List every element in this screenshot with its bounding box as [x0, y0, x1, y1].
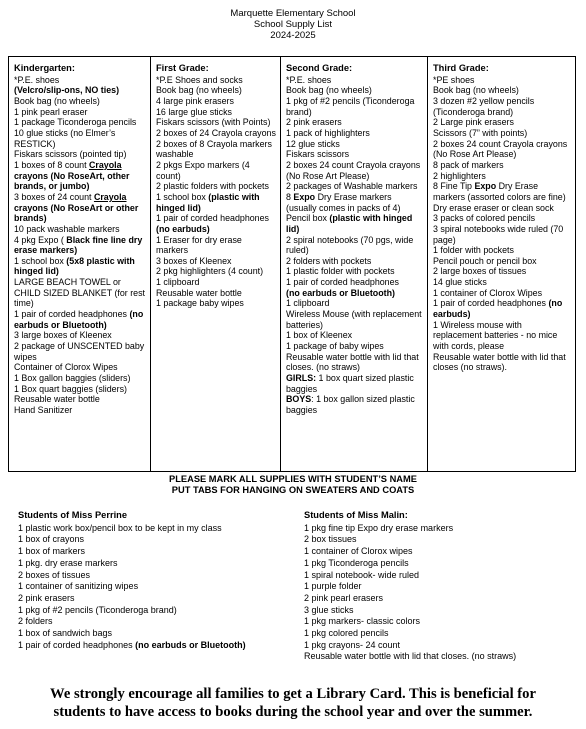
supply-item-text: Book bag (no wheels)	[14, 95, 100, 106]
supply-item	[304, 570, 584, 582]
teacher-list-malin	[304, 510, 584, 663]
supply-item-text: LARGE BEACH TOWEL or CHILD SIZED BLANKET (for rest time)	[14, 277, 146, 309]
supply-item-text: Reusable water bottle with lid that closes. (no straws)	[304, 651, 517, 662]
supply-item-text: Black fine line dry erase markers)	[14, 234, 143, 256]
supply-item-text: Container of Clorox Wipes	[14, 362, 118, 373]
supply-item	[156, 107, 276, 118]
supply-item-text: 1 Eraser for dry erase markers	[156, 234, 242, 256]
supply-list	[304, 523, 584, 663]
supply-item	[18, 523, 298, 535]
supply-item-text: 3 dozen #2 yellow pencils (Ticonderoga brand)	[433, 95, 535, 117]
supply-item-text: 1 pack of highlighters	[286, 127, 370, 138]
supply-item	[156, 160, 276, 181]
grade-title: First Grade:	[156, 63, 209, 73]
supply-item	[14, 405, 146, 416]
supply-item	[433, 117, 571, 128]
supply-item	[433, 320, 571, 352]
supply-item-text: *PE shoes	[433, 74, 475, 85]
supply-item-text: 2 plastic folders with pockets	[156, 181, 269, 192]
supply-item	[156, 139, 276, 160]
supply-item	[14, 192, 146, 224]
supply-item-text: Fiskars scissors (with Points)	[156, 117, 271, 128]
supply-item-text: *P.E. shoes	[14, 74, 60, 85]
supply-item	[286, 160, 423, 181]
supply-item	[14, 341, 146, 362]
supply-item	[304, 593, 584, 605]
supply-item	[433, 288, 571, 299]
supply-item	[18, 640, 298, 652]
supply-item	[286, 85, 423, 96]
supply-item-text: GIRLS:	[286, 373, 317, 384]
supply-item-text: 1 box of markers	[18, 546, 86, 557]
supply-item-text: 2 boxes 24 count Crayola crayons (No Rose Art Please)	[286, 159, 421, 181]
supply-item	[156, 256, 276, 267]
supply-item-text: (plastic with hinged lid)	[286, 213, 413, 234]
supply-item	[433, 139, 571, 160]
supply-item	[433, 203, 571, 214]
supply-item	[286, 394, 423, 415]
school-name: Marquette Elementary School	[230, 8, 356, 19]
supply-item-text: 3 glue sticks	[304, 604, 354, 615]
supply-item-text: (no earbuds)	[433, 298, 563, 320]
supply-item-text: Crayola	[89, 159, 122, 170]
supply-item-text: 1 plastic work box/pencil box to be kept in my class	[18, 522, 222, 533]
supply-item-text: Dry erase eraser or clean sock	[433, 202, 554, 213]
supply-item-text: 1 pkg. dry erase markers	[18, 557, 118, 568]
supply-item-text: 1 pair of corded headphones	[14, 309, 130, 320]
supply-item-text: Reusable water bottle	[156, 287, 242, 298]
supply-item-text: Fiskars scissors	[286, 149, 350, 160]
supply-item	[304, 605, 584, 617]
supply-item	[14, 256, 146, 277]
supply-item-text: *P.E Shoes and socks	[156, 74, 243, 85]
supply-item-text: 2 boxes 24 count Crayola crayons (No Rose Art Please)	[433, 138, 568, 160]
supply-item-text: Book bag (no wheels)	[156, 85, 242, 96]
supply-item	[304, 651, 584, 663]
supply-item-text: 1 school box	[156, 191, 209, 202]
supply-item	[286, 256, 423, 267]
supply-item	[286, 298, 423, 309]
supply-item	[14, 224, 146, 235]
supply-item-text: 3 spiral notebooks wide ruled (70 page)	[433, 223, 564, 245]
supply-item-text: 1 Wireless mouse with replacement batteries - no mice with cords, please	[433, 319, 558, 352]
supply-item-text: 8	[286, 191, 294, 202]
supply-item-text: : 1 box gallon sized plastic baggies	[286, 394, 415, 415]
supply-item-text: 1 package Ticonderoga pencils	[14, 117, 137, 128]
supply-item	[18, 628, 298, 640]
supply-item-text: 10 pack washable markers	[14, 223, 120, 234]
teacher-title: Students of Miss Perrine	[18, 510, 128, 520]
supply-item-text: *P.E. shoes	[286, 74, 332, 85]
supply-item-text: (no earbuds or Bluetooth)	[286, 287, 395, 298]
supply-item	[18, 558, 298, 570]
supply-item	[286, 373, 423, 394]
supply-item-text: 1 purple folder	[304, 581, 362, 592]
grade-title: Second Grade:	[286, 63, 353, 73]
supply-item-text: Book bag (no wheels)	[286, 85, 372, 96]
supply-item-text: 1 spiral notebook- wide ruled	[304, 569, 420, 580]
supply-item	[156, 192, 276, 213]
supply-item-text: 16 large glue sticks	[156, 106, 232, 117]
grade-column-first	[151, 57, 281, 471]
supply-item-text: 1 pkg Ticonderoga pencils	[304, 557, 409, 568]
supply-item	[286, 352, 423, 373]
supply-item	[18, 546, 298, 558]
supply-item-text: 2 pkgs Expo markers (4 count)	[156, 159, 250, 181]
supply-item-text: 4 pkg Expo (	[14, 234, 67, 245]
supply-item	[14, 75, 146, 86]
supply-item	[433, 352, 571, 373]
document-header	[0, 8, 586, 41]
supply-item	[286, 330, 423, 341]
grade-column-third	[428, 57, 575, 471]
supply-item	[286, 96, 423, 117]
supply-item-text: 1 pair of corded headphones	[156, 213, 269, 224]
document-title: School Supply List	[253, 19, 333, 30]
supply-item	[14, 394, 146, 405]
grade-title: Third Grade:	[433, 63, 489, 73]
supply-item-text: 2 pink erasers	[18, 592, 75, 603]
supply-item	[14, 96, 146, 107]
supply-item	[14, 107, 146, 118]
supply-item	[18, 570, 298, 582]
supply-item	[433, 277, 571, 288]
supply-item	[156, 235, 276, 256]
teacher-title: Students of Miss Malin:	[304, 510, 408, 520]
supply-item	[433, 181, 571, 202]
supply-item-text: 1 pink pearl eraser	[14, 106, 88, 117]
supply-item	[156, 266, 276, 277]
supply-item-text: 1 pkg crayons- 24 count	[304, 639, 401, 650]
supply-item-text: 1 box of crayons	[18, 534, 85, 545]
supply-item-text: 1 box quart sized plastic baggies	[286, 373, 414, 394]
supply-item-text: 1 pkg of #2 pencils (Ticonderoga brand)	[18, 604, 177, 615]
supply-item-text: 10 glue sticks (no Elmer’s RESTICK)	[14, 127, 116, 149]
supply-item-text: Expo	[474, 181, 497, 192]
supply-item-text: 1 plastic folder with pockets	[286, 266, 395, 277]
supply-item-text: 1 Box gallon baggies (sliders)	[14, 373, 131, 384]
supply-item-text: Reusable water bottle	[14, 394, 100, 405]
supply-item	[433, 266, 571, 277]
labeling-notice	[0, 474, 586, 496]
supply-item	[433, 85, 571, 96]
supply-item-text: 1 pair of corded headphones	[433, 298, 549, 309]
teacher-list-perrine	[18, 510, 298, 651]
supply-item	[156, 288, 276, 299]
supply-item	[18, 534, 298, 546]
supply-item	[433, 245, 571, 256]
grade-column-second	[281, 57, 428, 471]
supply-item	[286, 128, 423, 139]
supply-item	[14, 85, 146, 96]
supply-item-text: 3 large boxes of Kleenex	[14, 330, 112, 341]
supply-item	[286, 192, 423, 213]
supply-item-text: 14 glue sticks	[433, 277, 487, 288]
supply-item	[156, 181, 276, 192]
notice-line: PUT TABS FOR HANGING ON SWEATERS AND COATS	[171, 485, 415, 495]
supply-item-text: Pencil pouch or pencil box	[433, 255, 537, 266]
supply-item-text: 1 box of sandwich bags	[18, 628, 113, 639]
supply-item-text: 2 box tissues	[304, 534, 357, 545]
supply-item-text: 2 package of UNSCENTED baby wipes	[14, 341, 145, 362]
supply-item-text: 1 pkg markers- classic colors	[304, 616, 421, 627]
supply-item	[286, 235, 423, 256]
supply-item-text: Pencil box	[286, 213, 330, 224]
supply-item-text: (5x8 plastic with hinged lid)	[14, 255, 135, 277]
supply-item-text: 3 boxes of 24 count	[14, 191, 94, 202]
supply-item	[286, 117, 423, 128]
supply-item	[14, 277, 146, 309]
supply-item-text: 1 box of Kleenex	[286, 330, 353, 341]
supply-item	[156, 213, 276, 234]
supply-item	[286, 181, 423, 192]
supply-item-text: 1 pkg colored pencils	[304, 628, 389, 639]
supply-item	[18, 605, 298, 617]
supply-item-text: Dry Erase markers (usually comes in packs of 4)	[286, 191, 401, 213]
supply-item	[433, 298, 571, 319]
supply-item-text: 2 spiral notebooks (70 pgs, wide ruled)	[286, 234, 414, 256]
supply-item	[14, 373, 146, 384]
supply-item-text: 3 packs of colored pencils	[433, 213, 536, 224]
supply-item-text: Book bag (no wheels)	[433, 85, 519, 96]
footer-line: We strongly encourage all families to get a Library Card. This is beneficial for	[50, 686, 536, 702]
supply-list	[156, 75, 276, 309]
supply-item	[286, 149, 423, 160]
supply-item	[304, 534, 584, 546]
supply-item-text: (Velcro/slip-ons, NO ties)	[14, 85, 120, 96]
supply-item	[304, 581, 584, 593]
supply-item	[14, 149, 146, 160]
supply-item	[156, 96, 276, 107]
supply-item-text: 8 Fine Tip	[433, 181, 475, 192]
grade-title: Kindergarten:	[14, 63, 75, 73]
supply-item-text: 2 boxes of tissues	[18, 569, 91, 580]
supply-item-text: 1 container of Clorox Wipes	[433, 287, 543, 298]
supply-list	[18, 523, 298, 652]
notice-line: PLEASE MARK ALL SUPPLIES WITH STUDENT’S NAME	[169, 474, 417, 484]
supply-item-text: (plastic with hinged lid)	[156, 191, 260, 213]
supply-item-text: 1 pkg fine tip Expo dry erase markers	[304, 522, 454, 533]
supply-item	[156, 117, 276, 128]
supply-item-text: Hand Sanitizer	[14, 405, 73, 415]
supply-item-text: 2 large boxes of tissues	[433, 266, 527, 277]
supply-item-text: 3 boxes of Kleenex	[156, 255, 232, 266]
supply-item	[433, 171, 571, 182]
supply-item-text: Expo	[293, 191, 316, 202]
supply-item	[156, 85, 276, 96]
supply-item-text: 1 folder with pockets	[433, 245, 514, 256]
supply-item-text: 1 school box	[14, 255, 67, 266]
supply-item	[304, 546, 584, 558]
supply-list	[433, 75, 571, 373]
supply-item	[433, 75, 571, 86]
supply-item-text: 2 boxes of 24 Crayola crayons	[156, 127, 276, 138]
supply-item	[286, 266, 423, 277]
supply-item	[156, 128, 276, 139]
supply-item	[286, 309, 423, 330]
supply-item	[156, 298, 276, 309]
supply-item	[304, 628, 584, 640]
supply-item	[18, 593, 298, 605]
grade-supply-table	[8, 56, 576, 472]
supply-item	[286, 341, 423, 352]
supply-item-text: 4 large pink erasers	[156, 95, 234, 106]
supply-item-text: 1 container of Clorox wipes	[304, 546, 413, 557]
supply-item-text: Crayola	[93, 191, 127, 202]
supply-item-text: 1 Box quart baggies (sliders)	[14, 383, 127, 394]
footer-line: students to have access to books during the school year and over the summer.	[53, 704, 533, 720]
supply-item-text: 1 boxes of 8 count	[14, 159, 89, 170]
supply-item	[433, 160, 571, 171]
supply-item-text: 1 clipboard	[286, 298, 330, 309]
grade-column-kindergarten	[9, 57, 151, 471]
supply-item	[18, 616, 298, 628]
supply-item-text: 2 boxes of 8 Crayola markers washable	[156, 138, 272, 160]
supply-item-text: 1 pair of corded headphones	[18, 639, 136, 650]
supply-list	[14, 75, 146, 416]
supply-item	[433, 96, 571, 117]
supply-item-text: Dry Erase markers (assorted colors are fine)	[433, 181, 566, 202]
supply-item-text: 2 folders	[18, 616, 53, 627]
supply-item-text: Reusable water bottle with lid that closes. (no straws)	[286, 351, 419, 373]
supply-item-text: crayons (No RoseArt or other brands)	[14, 202, 139, 224]
supply-item-text: 1 pkg of #2 pencils (Ticonderoga brand)	[286, 95, 415, 117]
supply-item	[304, 640, 584, 652]
supply-item-text: 2 highlighters	[433, 170, 486, 181]
supply-item	[433, 213, 571, 224]
library-card-message	[0, 685, 586, 721]
supply-item	[18, 581, 298, 593]
supply-item-text: 2 pkg highlighters (4 count)	[156, 266, 264, 277]
supply-item-text: 8 pack of markers	[433, 159, 504, 170]
supply-item	[433, 256, 571, 267]
supply-item	[14, 309, 146, 330]
supply-item	[286, 288, 423, 299]
supply-item	[14, 362, 146, 373]
supply-item	[433, 128, 571, 139]
supply-item-text: 2 Large pink erasers	[433, 117, 514, 128]
supply-item	[304, 558, 584, 570]
supply-item	[304, 523, 584, 535]
supply-item-text: 2 pink erasers	[286, 117, 342, 128]
supply-item-text: BOYS	[286, 394, 312, 405]
supply-item	[433, 224, 571, 245]
supply-item	[156, 277, 276, 288]
supply-item-text: Fiskars scissors (pointed tip)	[14, 149, 127, 160]
school-year: 2024-2025	[270, 30, 316, 41]
supply-item-text: 2 folders with pockets	[286, 255, 372, 266]
supply-item-text: Scissors (7” with points)	[433, 127, 528, 138]
supply-item-text: 1 pair of corded headphones	[286, 277, 399, 288]
supply-item-text: 1 package baby wipes	[156, 298, 244, 309]
supply-item-text: 2 packages of Washable markers	[286, 181, 418, 192]
supply-item-text: Wireless Mouse (with replacement batteries)	[286, 309, 422, 330]
supply-item	[14, 235, 146, 256]
supply-item-text: 1 container of sanitizing wipes	[18, 581, 139, 592]
supply-item-text: (no earbuds or Bluetooth)	[14, 309, 144, 330]
supply-item	[14, 384, 146, 395]
supply-item-text: 1 package of baby wipes	[286, 341, 384, 352]
supply-item-text: crayons (No RoseArt, other brands, or jumbo)	[14, 170, 130, 192]
supply-item	[286, 139, 423, 150]
supply-item	[14, 330, 146, 341]
supply-list	[286, 75, 423, 416]
supply-item-text: (no earbuds or Bluetooth)	[135, 639, 246, 650]
supply-item	[156, 75, 276, 86]
supply-item	[286, 75, 423, 86]
supply-item	[286, 213, 423, 234]
supply-item	[286, 277, 423, 288]
supply-item-text: Reusable water bottle with lid that closes (no straws).	[433, 351, 566, 373]
supply-item-text: 1 clipboard	[156, 277, 200, 288]
supply-item-text: 12 glue sticks	[286, 138, 340, 149]
supply-item-text: 2 pink pearl erasers	[304, 592, 384, 603]
supply-item	[14, 160, 146, 192]
supply-item	[14, 128, 146, 149]
supply-item	[304, 616, 584, 628]
supply-item	[14, 117, 146, 128]
supply-item-text: (no earbuds)	[156, 223, 210, 234]
